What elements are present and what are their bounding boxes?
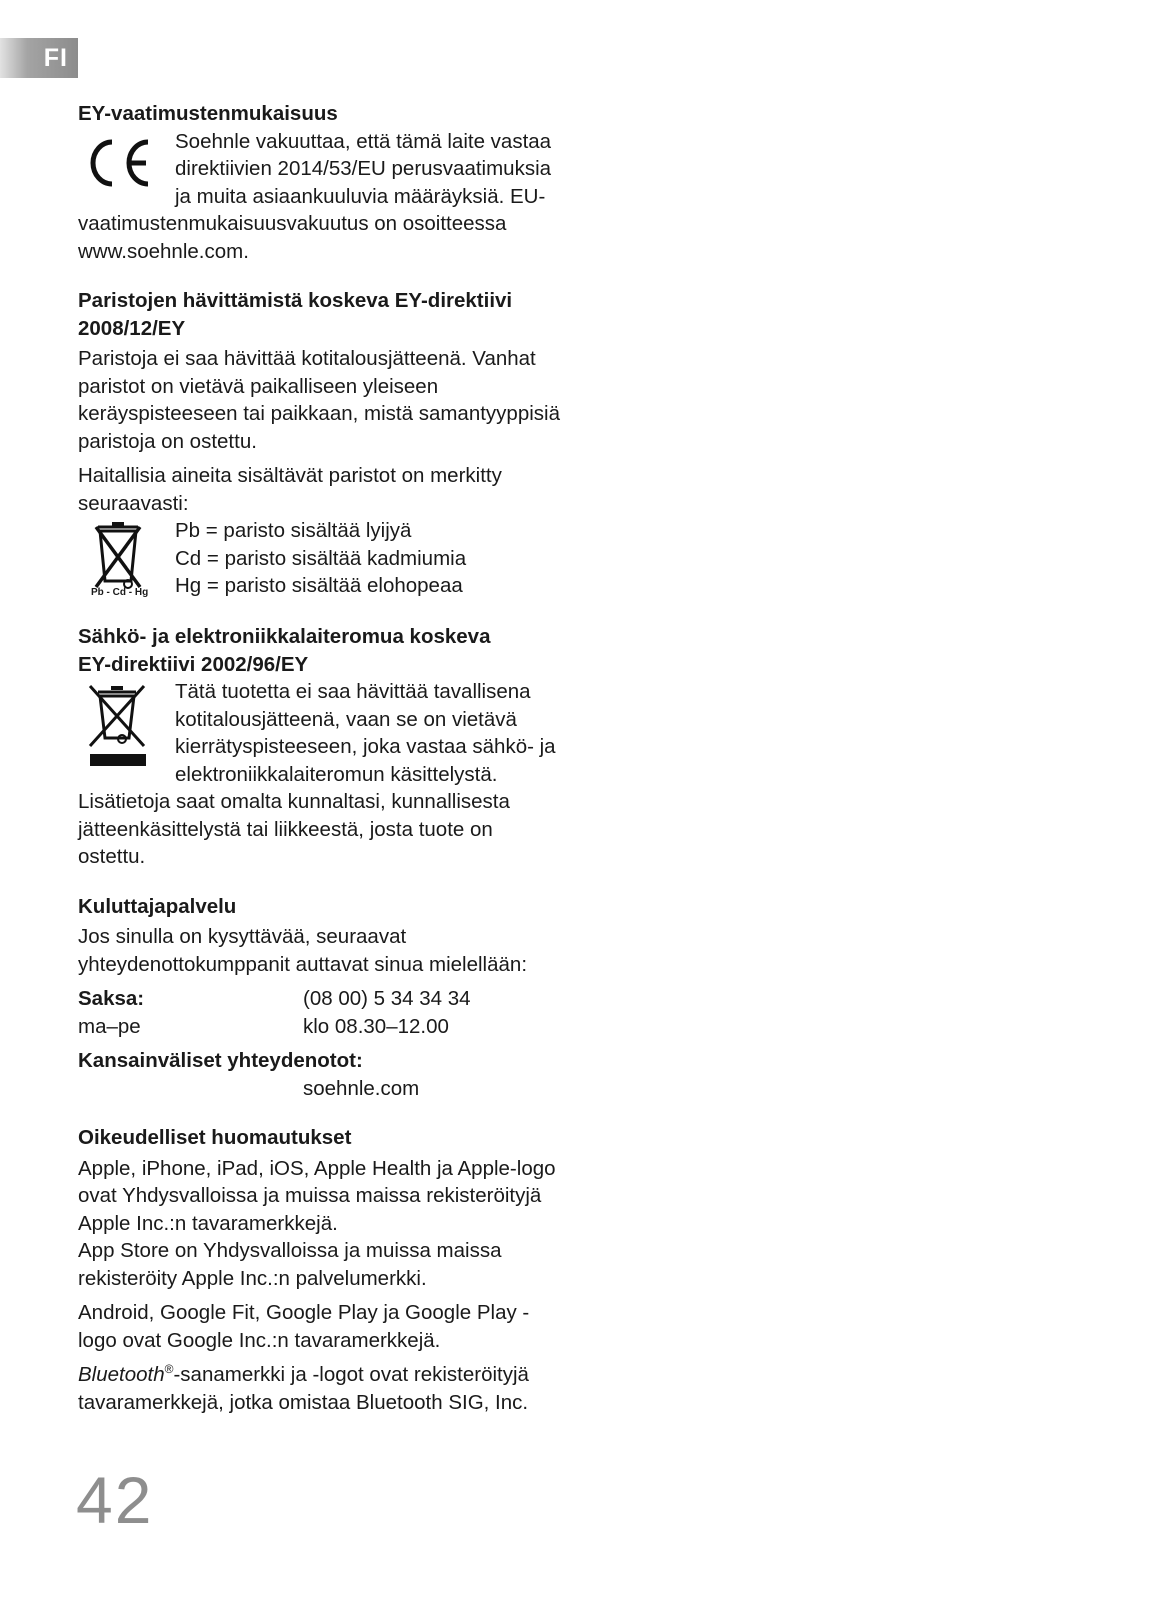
battery-section-text-1: Paristoja ei saa hävittää kotitalousjätteenä. Vanhat paristot on vietävä paikalliseen yleiseen keräyspisteeseen tai paikkaan, mistä samantyyppisiä paristoja on ostettu. (78, 347, 560, 453)
legal-section-title: Oikeudelliset huomautukset (78, 1126, 352, 1149)
legal-bluetooth-text (78, 1361, 563, 1416)
service-section-text: Jos sinulla on kysyttävää, seuraavat yhteydenottokumppanit auttavat sinua mielellään: (78, 925, 528, 976)
international-label: Kansainväliset yhteydenotot: (78, 1049, 363, 1072)
registered-mark: ® (164, 1362, 174, 1377)
ce-mark-icon (78, 128, 175, 210)
battery-item-cd: Cd = paristo sisältää kadmiumia (175, 546, 467, 570)
service-hours: klo 08.30–12.00 (303, 1014, 449, 1038)
page-content (78, 100, 563, 1416)
weee-bin-icon (78, 678, 175, 778)
ce-section-title: EY-vaatimustenmukaisuus (78, 102, 338, 125)
legal-appstore-text: App Store on Yhdysvalloissa ja muissa maissa rekisteröity Apple Inc.:n palvelumerkki. (78, 1239, 502, 1290)
legal-apple-text: Apple, iPhone, iPad, iOS, Apple Health ja Apple-logo ovat Yhdysvalloissa ja muissa maissa rekisteröityjä Apple Inc.:n tavaramerkkejä. (78, 1156, 556, 1235)
language-tab: FI (0, 38, 78, 78)
ce-section-text: Soehnle vakuuttaa, että tämä laite vastaa direktiivien 2014/53/EU perusvaatimuksia ja muita asiaankuuluvia määräyksiä. EU-vaatimustenmukaisuusvakuutus on osoitteessa www.soehnle.com. (78, 129, 552, 263)
battery-section-text-2: Haitallisia aineita sisältävät paristot on merkitty seuraavasti: (78, 464, 502, 515)
bluetooth-rest: -sanamerkki ja -logot ovat rekisteröityjä tavaramerkkejä, jotka omistaa Bluetooth SIG, Inc. (78, 1363, 529, 1414)
battery-icon-label: Pb - Cd - Hg (91, 587, 149, 598)
service-section-title: Kuluttajapalvelu (78, 894, 237, 918)
weee-section-text: Tätä tuotetta ei saa hävittää tavallisena kotitalousjätteenä, vaan se on vietävä kierrätyspisteeseen, joka vastaa sähkö- ja elektroniikkalaiteromun käsittelystä. Lisätietoja saat omalta kunnaltasi, kunnallisesta jätteenkäsittelystä tai liikkeestä, josta tuote on ostettu. (78, 680, 556, 868)
battery-item-hg: Hg = paristo sisältää elohopeaa (175, 574, 463, 597)
battery-section-title: Paristojen hävittämistä koskeva EY-direktiivi 2008/12/EY (78, 289, 513, 340)
country-label: Saksa: (78, 987, 145, 1010)
battery-disposal-icon (78, 517, 175, 601)
weee-section-title: Sähkö- ja elektroniikkalaiteromua koskeva EY-direktiivi 2002/96/EY (78, 625, 491, 676)
contact-table (78, 985, 563, 1040)
international-link[interactable]: soehnle.com (303, 1076, 420, 1100)
page-number: 42 (76, 1463, 154, 1537)
bluetooth-word: Bluetooth (78, 1363, 165, 1386)
service-days: ma–pe (78, 1014, 141, 1038)
battery-item-pb: Pb = paristo sisältää lyijyä (175, 519, 412, 542)
legal-google-text: Android, Google Fit, Google Play ja Google Play -logo ovat Google Inc.:n tavaramerkkejä. (78, 1301, 530, 1352)
phone-number: (08 00) 5 34 34 34 (303, 987, 471, 1010)
